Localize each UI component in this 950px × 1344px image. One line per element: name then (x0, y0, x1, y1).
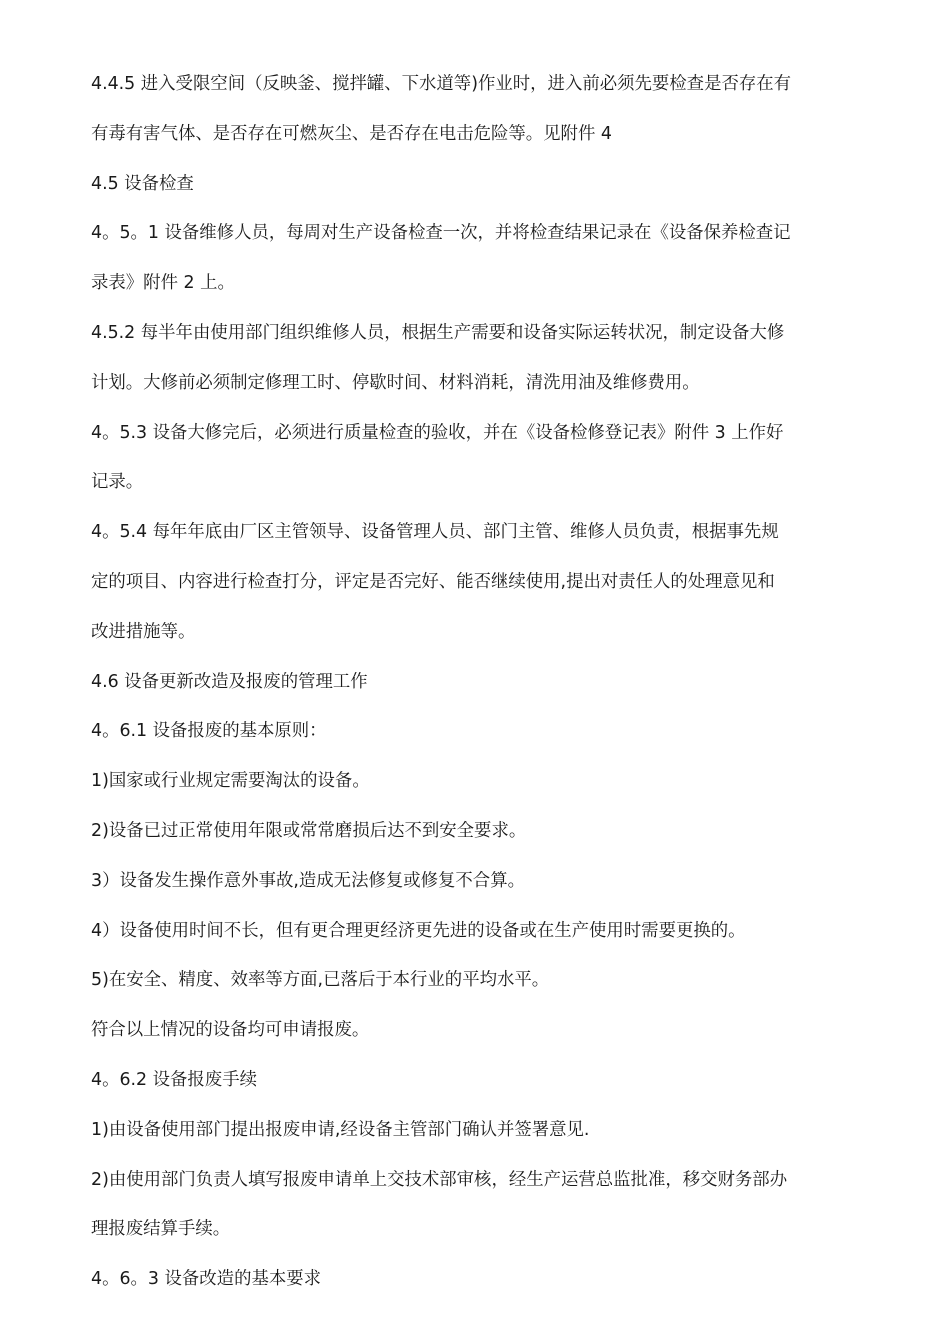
procedure-item-2-a: 2)由使用部门负责人填写报废申请单上交技术部审核，经生产运营总监批准，移交财务部办 (91, 1169, 788, 1190)
procedure-item-1: 1)由设备使用部门提出报废申请,经设备主管部门确认并签署意见. (91, 1119, 590, 1140)
subsection-heading-4-6-1: 4。6.1 设备报废的基本原则： (91, 721, 327, 742)
list-item-4: 4）设备使用时间不长，但有更合理更经济更先进的设备或在生产使用时需要更换的。 (91, 920, 746, 941)
section-heading-4-5: 4.5 设备检查 (91, 173, 194, 194)
list-item-3: 3）设备发生操作意外事故,造成无法修复或修复不合算。 (91, 870, 525, 891)
text-line-4-4-5-b: 有毒有害气体、是否存在可燃灰尘、是否存在电击危险等。见附件 4 (91, 123, 612, 144)
text-line-4-5-4-a: 4。5.4 每年年底由厂区主管领导、设备管理人员、部门主管、维修人员负责，根据事先规 (91, 522, 779, 543)
text-line-4-5-3-a: 4。5.3 设备大修完后，必须进行质量检查的验收，并在《设备检修登记表》附件 3 上作好 (91, 422, 784, 443)
text-line-4-5-4-b: 定的项目、内容进行检查打分，评定是否完好、能否继续使用,提出对责任人的处理意见和 (91, 571, 775, 592)
text-line-4-5-4-c: 改进措施等。 (91, 621, 196, 642)
text-line-4-4-5-a: 4.4.5 进入受限空间（反映釜、搅拌罐、下水道等)作业时，进入前必须先要检查是否存在有 (91, 74, 792, 94)
text-line-4-5-1-a: 4。5。1 设备维修人员，每周对生产设备检查一次，并将检查结果记录在《设备保养检查记 (91, 223, 791, 244)
text-line-4-5-3-b: 记录。 (91, 472, 144, 493)
list-item-5: 5)在安全、精度、效率等方面,已落后于本行业的平均水平。 (91, 970, 550, 991)
text-line-summary: 符合以上情况的设备均可申请报废。 (91, 1020, 370, 1041)
subsection-heading-4-6-2: 4。6.2 设备报废手续 (91, 1069, 257, 1090)
list-item-2: 2)设备已过正常使用年限或常常磨损后达不到安全要求。 (91, 820, 527, 841)
section-heading-4-6: 4.6 设备更新改造及报废的管理工作 (91, 671, 368, 692)
subsection-heading-4-6-3: 4。6。3 设备改造的基本要求 (91, 1269, 322, 1290)
text-line-4-5-1-b: 录表》附件 2 上。 (91, 273, 235, 294)
text-line-4-5-2-a: 4.5.2 每半年由使用部门组织维修人员，根据生产需要和设备实际运转状况，制定设备大修 (91, 322, 785, 343)
text-line-4-5-2-b: 计划。大修前必须制定修理工时、停歇时间、材料消耗，清洗用油及维修费用。 (91, 372, 700, 393)
document-body (91, 60, 866, 1305)
procedure-item-2-b: 理报废结算手续。 (91, 1219, 231, 1240)
list-item-1: 1)国家或行业规定需要淘汰的设备。 (91, 771, 370, 792)
